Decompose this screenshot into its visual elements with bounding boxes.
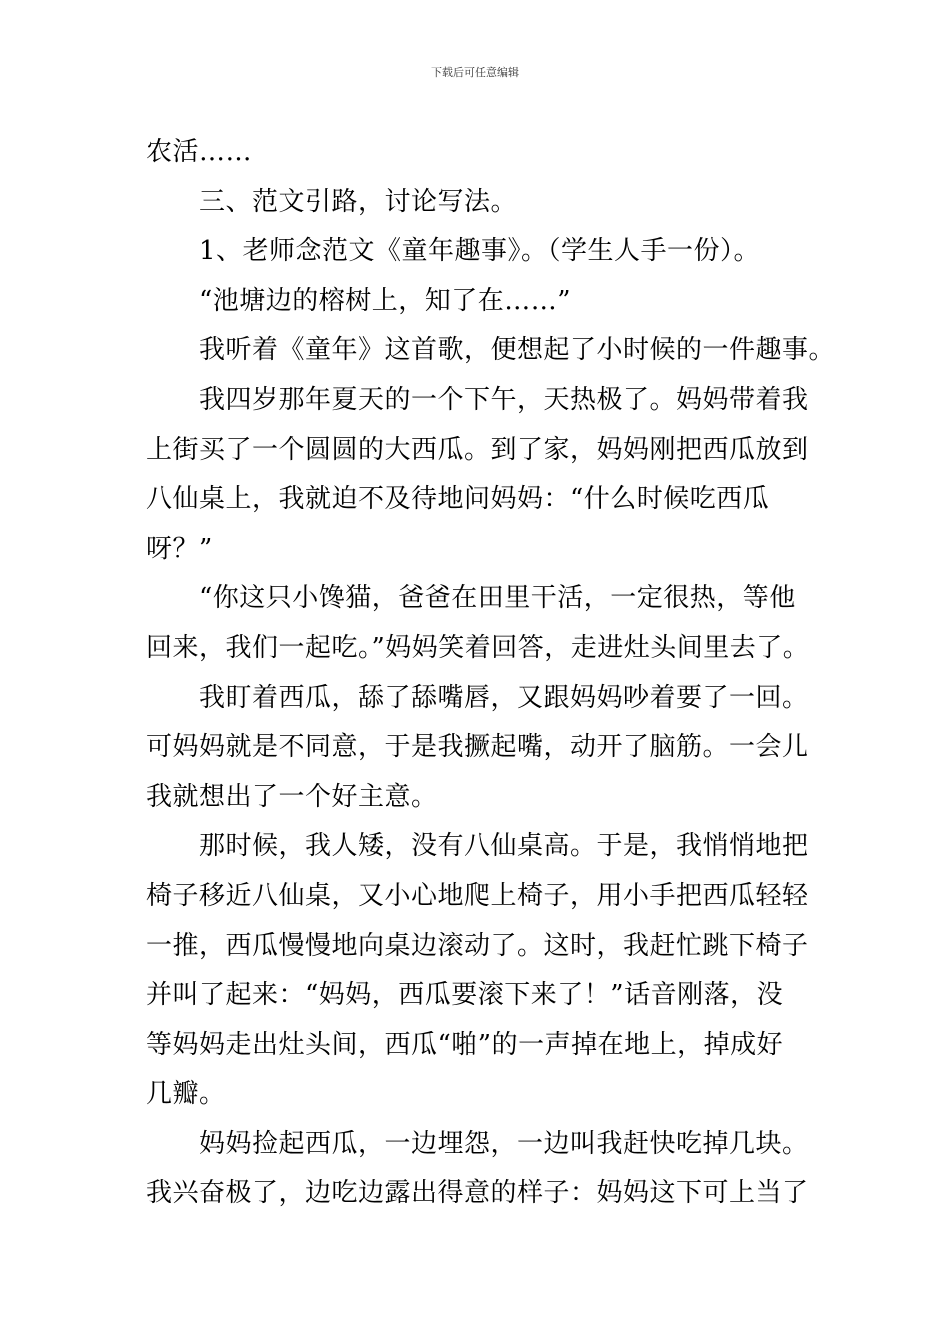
text-line: 八仙桌上，我就迫不及待地问妈妈：“什么时候吃西瓜: [146, 484, 770, 515]
text-line: 那时候，我人矮，没有八仙桌高。于是，我悄悄地把: [146, 831, 809, 862]
text-line: 我听着《童年》这首歌，便想起了小时候的一件趣事。: [146, 335, 836, 366]
text-line: 我盯着西瓜，舔了舔嘴唇，又跟妈妈吵着要了一回。: [146, 682, 809, 713]
text-line: 可妈妈就是不同意，于是我撅起嘴，动开了脑筋。一会儿: [146, 732, 809, 763]
text-line: 并叫了起来：“妈妈，西瓜要滚下来了！”话音刚落，没: [146, 980, 784, 1011]
text-line: 我四岁那年夏天的一个下午，天热极了。妈妈带着我: [146, 384, 809, 415]
text-line: 农活……: [146, 137, 253, 167]
text-line: 1、老师念范文《童年趣事》。（学生人手一份）。: [146, 236, 761, 267]
text-line: 上街买了一个圆圆的大西瓜。到了家，妈妈刚把西瓜放到: [146, 434, 809, 465]
page-header: 下载后可任意编辑: [431, 66, 519, 79]
text-line: 我兴奋极了，边吃边露出得意的样子：妈妈这下可上当了: [146, 1178, 809, 1209]
text-line: 几瓣。: [146, 1079, 226, 1110]
text-line: 三、范文引路，讨论写法。: [146, 186, 518, 217]
text-line: 我就想出了一个好主意。: [146, 781, 438, 812]
text-line: 妈妈捡起西瓜，一边埋怨，一边叫我赶快吃掉几块。: [146, 1128, 809, 1159]
text-line: “池塘边的榕树上，知了在……”: [146, 285, 572, 316]
text-line: 等妈妈走出灶头间，西瓜“啪”的一声掉在地上，掉成好: [146, 1029, 784, 1060]
text-line: 回来，我们一起吃。”妈妈笑着回答，走进灶头间里去了。: [146, 632, 810, 663]
text-line: 一推，西瓜慢慢地向桌边滚动了。这时，我赶忙跳下椅子: [146, 930, 809, 961]
text-line: 呀？”: [146, 533, 213, 564]
text-line: “你这只小馋猫，爸爸在田里干活，一定很热，等他: [146, 583, 796, 614]
text-line: 椅子移近八仙桌，又小心地爬上椅子，用小手把西瓜轻轻: [146, 880, 809, 911]
document-body: [146, 128, 836, 1219]
